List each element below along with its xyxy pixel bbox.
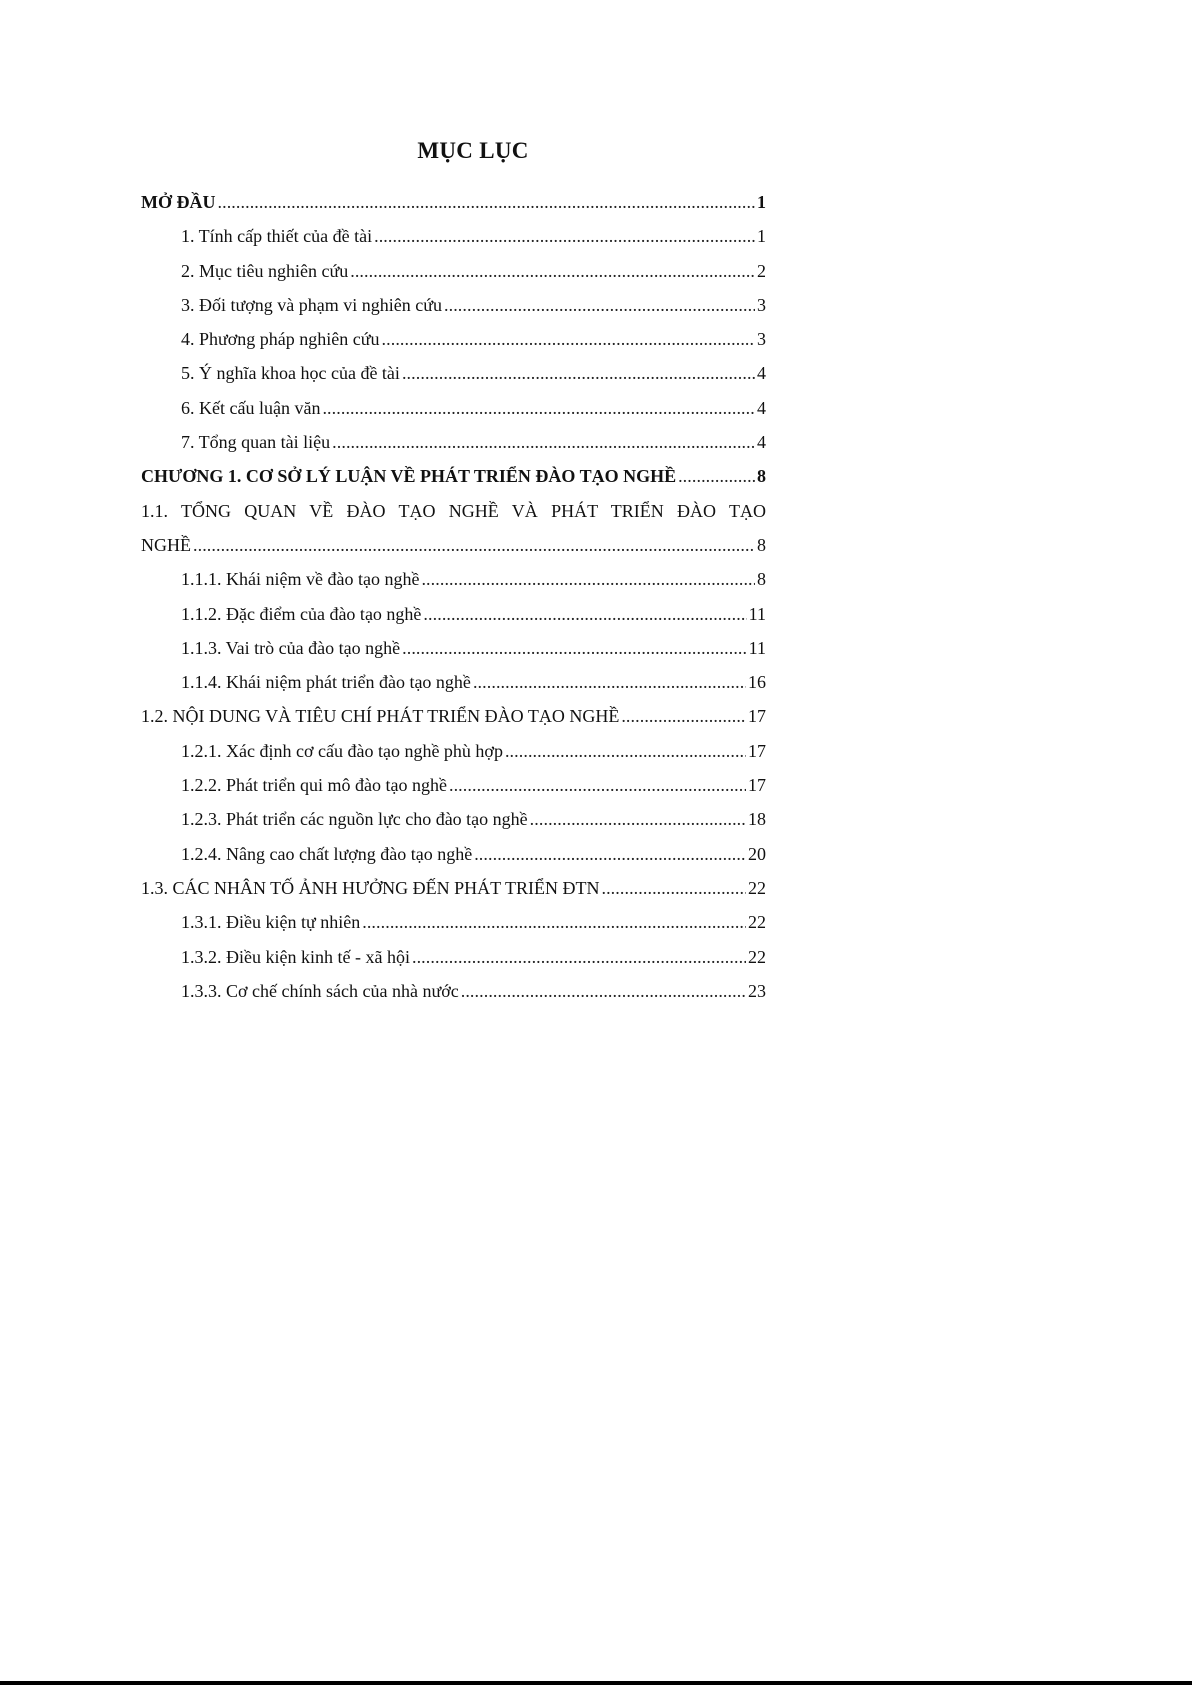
toc-entry-page-number: 20	[748, 843, 766, 864]
toc-entry-page-number: 1	[757, 192, 766, 212]
dot-leader	[601, 878, 746, 899]
toc-entry[interactable]	[141, 741, 766, 775]
toc-entry-page-number: 16	[748, 672, 766, 693]
dot-leader	[412, 947, 746, 968]
toc-entry-title: 1.3. CÁC NHÂN TỐ ẢNH HƯỞNG ĐẾN PHÁT TRIỂN ĐTN	[141, 877, 600, 898]
dot-leader	[423, 604, 746, 625]
toc-entry-page-number: 22	[748, 877, 766, 898]
toc-entry-title: 1.3.1. Điều kiện tự nhiên	[181, 912, 361, 933]
toc-entry-title: 1.2.4. Nâng cao chất lượng đào tạo nghề	[181, 843, 473, 864]
toc-entry-title: 1.2.2. Phát triển qui mô đào tạo nghề	[181, 775, 447, 796]
toc-entry-page-number: 17	[748, 775, 766, 796]
toc-entry-title: MỞ ĐẦU	[141, 192, 216, 212]
dot-leader	[332, 432, 755, 453]
dot-leader	[218, 192, 756, 213]
toc-entry-page-number: 8	[757, 534, 766, 555]
toc-entry-page-number: 2	[757, 260, 766, 281]
toc-entry-title: 2. Mục tiêu nghiên cứu	[181, 260, 349, 281]
toc-entry-title: CHƯƠNG 1. CƠ SỞ LÝ LUẬN VỀ PHÁT TRIỂN ĐÀO TẠO NGHỀ	[141, 466, 677, 487]
dot-leader	[473, 672, 746, 693]
toc-entry[interactable]	[141, 466, 766, 500]
toc-entry-page-number: 4	[757, 397, 766, 418]
toc-entry[interactable]	[141, 672, 766, 706]
toc-entry-title: 1.1.2. Đặc điểm của đào tạo nghề	[181, 603, 422, 624]
toc-entry-title: 1.1.3. Vai trò của đào tạo nghề	[181, 637, 401, 658]
toc-entry-title: 1.3.3. Cơ chế chính sách của nhà nước	[181, 980, 459, 1001]
toc-entry-page-number: 22	[748, 946, 766, 967]
dot-leader	[461, 981, 746, 1002]
toc-entry-page-number: 8	[757, 569, 766, 590]
toc-entry-page-number: 23	[748, 980, 766, 1001]
dot-leader	[505, 741, 746, 762]
toc-entry-title: 1.3.2. Điều kiện kinh tế - xã hội	[181, 946, 410, 967]
dot-leader	[374, 226, 755, 247]
dot-leader	[621, 706, 746, 727]
dot-leader	[444, 295, 755, 316]
dot-leader	[382, 329, 755, 350]
toc-entry-page-number: 3	[757, 329, 766, 350]
toc-entry[interactable]	[141, 363, 766, 397]
toc-entry-page-number: 1	[757, 226, 766, 247]
page-title: MỤC LỤC	[417, 138, 529, 163]
toc-entry[interactable]	[141, 569, 766, 603]
toc-entry[interactable]	[141, 261, 766, 295]
dot-leader	[193, 535, 755, 556]
dot-leader	[678, 466, 755, 487]
table-of-contents	[141, 192, 766, 1015]
toc-entry[interactable]	[141, 809, 766, 843]
toc-entry[interactable]	[141, 878, 766, 912]
toc-entry-page-number: 4	[757, 432, 766, 453]
toc-entry-page-number: 18	[748, 809, 766, 830]
toc-entry-page-number: 11	[748, 603, 766, 624]
dot-leader	[421, 569, 755, 590]
toc-entry-title: 1.1.4. Khái niệm phát triển đào tạo nghề	[181, 672, 471, 693]
toc-entry[interactable]	[141, 192, 766, 226]
toc-entry[interactable]	[141, 295, 766, 329]
toc-entry-page-number: 11	[748, 637, 766, 658]
dot-leader	[322, 398, 755, 419]
toc-entry-title: NGHỀ	[141, 534, 191, 555]
toc-entry-title: 1.1. TỔNG QUAN VỀ ĐÀO TẠO NGHỀ VÀ PHÁT TRIỂN ĐÀO TẠO	[141, 500, 766, 521]
dot-leader	[350, 261, 755, 282]
toc-entry[interactable]	[141, 981, 766, 1015]
toc-entry[interactable]	[141, 638, 766, 672]
toc-entry[interactable]	[141, 775, 766, 809]
toc-entry-page-number: 3	[757, 294, 766, 315]
toc-entry[interactable]	[141, 226, 766, 260]
dot-leader	[449, 775, 746, 796]
toc-entry-title: 5. Ý nghĩa khoa học của đề tài	[181, 363, 400, 384]
toc-entry[interactable]	[141, 329, 766, 363]
dot-leader	[362, 912, 746, 933]
dot-leader	[402, 638, 747, 659]
toc-entry-page-number: 22	[748, 912, 766, 933]
dot-leader	[530, 809, 746, 830]
toc-entry-page-number: 17	[748, 706, 766, 727]
toc-entry[interactable]	[141, 501, 766, 535]
toc-entry-page-number: 17	[748, 740, 766, 761]
toc-entry-title: 7. Tổng quan tài liệu	[181, 432, 331, 453]
toc-entry-title: 6. Kết cấu luận văn	[181, 397, 321, 418]
toc-entry[interactable]	[141, 398, 766, 432]
toc-entry[interactable]	[141, 604, 766, 638]
toc-entry-title: 1.2.1. Xác định cơ cấu đào tạo nghề phù hợp	[181, 740, 503, 761]
toc-entry[interactable]	[141, 432, 766, 466]
toc-entry[interactable]	[141, 706, 766, 740]
toc-entry-title: 1. Tính cấp thiết của đề tài	[181, 226, 373, 247]
toc-entry[interactable]	[141, 535, 766, 569]
toc-entry[interactable]	[141, 844, 766, 878]
bottom-border	[0, 1681, 1192, 1685]
toc-entry-page-number: 8	[757, 466, 766, 487]
toc-entry-title: 1.2.3. Phát triển các nguồn lực cho đào tạo nghề	[181, 809, 528, 830]
dot-leader	[402, 363, 755, 384]
toc-entry-title: 4. Phương pháp nghiên cứu	[181, 329, 380, 350]
toc-entry[interactable]	[141, 912, 766, 946]
toc-entry-title: 1.2. NỘI DUNG VÀ TIÊU CHÍ PHÁT TRIỂN ĐÀO TẠO NGHỀ	[141, 706, 620, 727]
toc-entry-title: 3. Đối tượng và phạm vi nghiên cứu	[181, 294, 442, 315]
dot-leader	[474, 844, 746, 865]
toc-entry-page-number: 4	[757, 363, 766, 384]
toc-entry-title: 1.1.1. Khái niệm về đào tạo nghề	[181, 569, 420, 590]
toc-entry[interactable]	[141, 947, 766, 981]
